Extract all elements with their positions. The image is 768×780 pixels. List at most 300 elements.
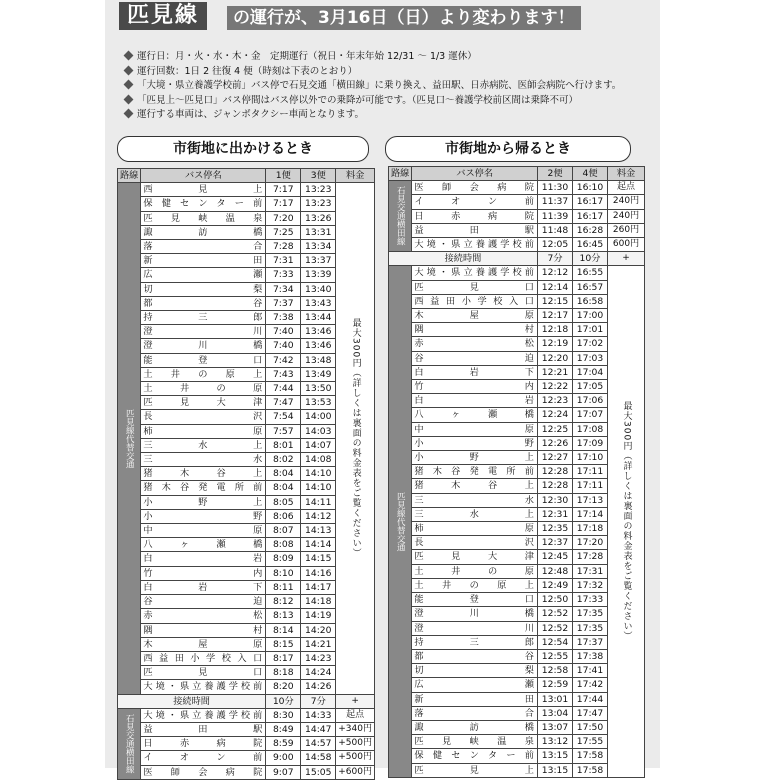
fare-cell: +340円	[336, 722, 375, 736]
departure-time: 17:13	[573, 493, 608, 507]
departure-time: 13:04	[538, 706, 573, 720]
departure-time: 14:10	[301, 481, 336, 495]
table-row	[389, 436, 645, 450]
departure-time: 13:37	[301, 254, 336, 268]
departure-time: 14:58	[301, 751, 336, 765]
stop-name: 木屋原	[141, 637, 266, 651]
departure-time: 15:05	[301, 765, 336, 779]
stop-name: 猪木谷発電所前	[412, 465, 538, 479]
departure-time: 13:34	[301, 240, 336, 254]
departure-time: 17:03	[573, 351, 608, 365]
departure-time: 12:28	[538, 479, 573, 493]
stop-name: 小野上	[412, 451, 538, 465]
departure-time: 8:06	[266, 509, 301, 523]
notice-header	[115, 0, 660, 36]
table-row	[389, 522, 645, 536]
stop-name: 新田	[141, 254, 266, 268]
route-label-yokota: 石見交通横田線	[389, 181, 412, 252]
departure-time: 12:50	[538, 593, 573, 607]
departure-time: 17:11	[573, 479, 608, 493]
stop-name: 広瀬	[141, 268, 266, 282]
inbound-timetable	[388, 166, 645, 778]
stop-name: 大境・県立養護学校前	[412, 238, 538, 252]
note-item	[125, 50, 655, 65]
table-row	[389, 607, 645, 621]
departure-time: 8:08	[266, 538, 301, 552]
fare-cell: 240円	[608, 209, 645, 223]
departure-time: 14:20	[301, 623, 336, 637]
departure-time: 17:04	[573, 365, 608, 379]
table-row	[389, 280, 645, 294]
departure-time: 12:26	[538, 436, 573, 450]
departure-time: 12:37	[538, 536, 573, 550]
stop-name: 匹見峡温泉	[412, 735, 538, 749]
departure-time: 17:07	[573, 408, 608, 422]
note-text: 運行日：月・火・水・木・金 定期運行（祝日・年末年始 12/31 ～ 1/3 運休）	[137, 51, 477, 62]
connection-row	[118, 694, 375, 708]
stop-name: 匹見大津	[412, 550, 538, 564]
connection-label: 接続時間	[118, 694, 266, 708]
departure-time: 8:12	[266, 595, 301, 609]
connection-time: 10分	[573, 252, 608, 266]
stop-name: 猪木谷上	[412, 479, 538, 493]
stop-name: 大境・県立養護学校前	[412, 266, 538, 280]
departure-time: 14:21	[301, 637, 336, 651]
stop-name: 中原	[412, 422, 538, 436]
departure-time: 9:07	[266, 765, 301, 779]
table-row	[389, 692, 645, 706]
departure-time: 13:23	[301, 197, 336, 211]
table-row	[389, 621, 645, 635]
fare-cell: +600円	[336, 765, 375, 779]
stop-name: 澄川橋	[412, 607, 538, 621]
departure-time: 12:20	[538, 351, 573, 365]
departure-time: 16:17	[573, 195, 608, 209]
stop-name: 西益田小学校入口	[141, 651, 266, 665]
table-row	[389, 720, 645, 734]
departure-time: 11:39	[538, 209, 573, 223]
departure-time: 16:58	[573, 294, 608, 308]
departure-time: 12:14	[538, 280, 573, 294]
departure-time: 17:14	[573, 507, 608, 521]
stop-name: 八ヶ瀬橋	[141, 538, 266, 552]
stop-name: 小野上	[141, 495, 266, 509]
departure-time: 7:17	[266, 197, 301, 211]
departure-time: 17:38	[573, 649, 608, 663]
departure-time: 8:15	[266, 637, 301, 651]
departure-time: 12:35	[538, 522, 573, 536]
departure-time: 17:50	[573, 720, 608, 734]
departure-time: 17:58	[573, 763, 608, 777]
table-row	[389, 564, 645, 578]
stop-name: 白岩下	[412, 365, 538, 379]
departure-time: 17:11	[573, 465, 608, 479]
departure-time: 12:45	[538, 550, 573, 564]
note-text: 運行回数：1日 2 往復 4 便（時刻は下表のとおり）	[137, 65, 358, 77]
table-row	[118, 183, 375, 197]
table-header-row	[118, 169, 375, 183]
departure-time: 13:15	[538, 763, 573, 777]
fare-cell: 600円	[608, 238, 645, 252]
departure-time: 13:46	[301, 339, 336, 353]
stop-name: 澄川	[141, 325, 266, 339]
stop-name: 中原	[141, 524, 266, 538]
stop-name: 日赤病院	[412, 209, 538, 223]
departure-time: 17:47	[573, 706, 608, 720]
diamond-bullet-icon	[124, 65, 134, 75]
stop-name: 広瀬	[412, 678, 538, 692]
departure-time: 14:03	[301, 424, 336, 438]
fare-note: 最大300円（詳しくは裏面の料金表をご覧ください）	[608, 266, 645, 777]
outbound-section-title: 市街地に出かけるとき	[117, 136, 369, 162]
departure-time: 12:19	[538, 337, 573, 351]
stop-name: 土井の原	[141, 382, 266, 396]
stop-name: 医師会病院	[141, 765, 266, 779]
connection-label: 接続時間	[389, 252, 538, 266]
stop-name: 白岩	[412, 394, 538, 408]
departure-time: 17:58	[573, 749, 608, 763]
departure-time: 8:01	[266, 438, 301, 452]
stop-name: 土井の原	[412, 564, 538, 578]
departure-time: 8:18	[266, 666, 301, 680]
table-row	[118, 722, 375, 736]
fare-cell: +500円	[336, 737, 375, 751]
departure-time: 13:49	[301, 367, 336, 381]
departure-time: 12:27	[538, 451, 573, 465]
departure-time: 12:28	[538, 465, 573, 479]
stop-name: 土井の原上	[141, 367, 266, 381]
connection-time: 10分	[266, 694, 301, 708]
stop-name: 白岩下	[141, 580, 266, 594]
inbound-section-title: 市街地から帰るとき	[385, 136, 631, 162]
stop-name: 三水	[412, 493, 538, 507]
stop-name: 西見上	[141, 183, 266, 197]
departure-time: 12:22	[538, 380, 573, 394]
departure-time: 14:13	[301, 524, 336, 538]
stop-name: 益田駅	[141, 722, 266, 736]
stop-name: 三水上	[412, 507, 538, 521]
stop-name: 都谷	[141, 296, 266, 310]
connection-fare: +	[608, 252, 645, 266]
table-row	[118, 708, 375, 722]
departure-time: 8:14	[266, 623, 301, 637]
table-row	[389, 337, 645, 351]
table-row	[389, 578, 645, 592]
departure-time: 12:31	[538, 507, 573, 521]
stop-name: イオン前	[141, 751, 266, 765]
connection-row	[389, 252, 645, 266]
departure-time: 13:31	[301, 225, 336, 239]
table-row	[389, 294, 645, 308]
departure-time: 13:15	[538, 749, 573, 763]
stop-name: 赤松	[141, 609, 266, 623]
departure-time: 7:57	[266, 424, 301, 438]
departure-time: 13:46	[301, 325, 336, 339]
stop-name: 三水上	[141, 438, 266, 452]
departure-time: 7:54	[266, 410, 301, 424]
departure-time: 17:32	[573, 578, 608, 592]
departure-time: 7:40	[266, 325, 301, 339]
table-row	[118, 737, 375, 751]
table-row	[389, 365, 645, 379]
departure-time: 13:01	[538, 692, 573, 706]
departure-time: 12:23	[538, 394, 573, 408]
departure-time: 7:44	[266, 382, 301, 396]
stop-name: 保健センター前	[141, 197, 266, 211]
note-text: 運行する車両は、ジャンボタクシー車両となります。	[137, 109, 365, 120]
stop-name: イオン前	[412, 195, 538, 209]
stop-name: 白岩	[141, 552, 266, 566]
stop-name: 土井の原上	[412, 578, 538, 592]
fare-note: 最大300円（詳しくは裏面の料金表をご覧ください）	[336, 183, 375, 694]
table-row	[389, 649, 645, 663]
stop-name: 落合	[412, 706, 538, 720]
table-row	[389, 195, 645, 209]
departure-time: 14:08	[301, 453, 336, 467]
departure-time: 17:02	[573, 337, 608, 351]
table-row	[389, 735, 645, 749]
note-text: 「匹見上～匹見口」バス停間はバス停以外での乗降が可能です。（匹見口～養護学校前区間は乗降不可）	[137, 94, 578, 106]
departure-time: 16:10	[573, 181, 608, 195]
departure-time: 12:52	[538, 607, 573, 621]
table-row	[389, 635, 645, 649]
departure-time: 7:31	[266, 254, 301, 268]
note-text: 「大境・県立養護学校前」バス停で石見交通「横田線」に乗り換え、益田駅、日赤病院、医師会病院へ行けます。	[137, 80, 622, 91]
table-row	[389, 394, 645, 408]
departure-time: 14:26	[301, 680, 336, 694]
stop-name: 医師会病院	[412, 181, 538, 195]
stop-name: 匹見大津	[141, 396, 266, 410]
departure-time: 17:01	[573, 323, 608, 337]
table-row	[389, 706, 645, 720]
stop-name: 大境・県立養護学校前	[141, 708, 266, 722]
departure-time: 14:11	[301, 495, 336, 509]
departure-time: 7:42	[266, 353, 301, 367]
column-header-fare: 料金	[608, 167, 645, 181]
departure-time: 12:25	[538, 422, 573, 436]
departure-time: 14:19	[301, 609, 336, 623]
departure-time: 16:45	[573, 238, 608, 252]
table-row	[389, 465, 645, 479]
departure-time: 14:18	[301, 595, 336, 609]
departure-time: 13:44	[301, 311, 336, 325]
departure-time: 12:15	[538, 294, 573, 308]
departure-time: 14:07	[301, 438, 336, 452]
departure-time: 7:17	[266, 183, 301, 197]
departure-time: 7:33	[266, 268, 301, 282]
table-row	[389, 422, 645, 436]
column-header-route: 路線	[118, 169, 141, 183]
column-header-stop: バス停名	[141, 169, 266, 183]
departure-time: 12:58	[538, 664, 573, 678]
departure-time: 14:17	[301, 580, 336, 594]
departure-time: 17:20	[573, 536, 608, 550]
departure-time: 12:05	[538, 238, 573, 252]
departure-time: 13:53	[301, 396, 336, 410]
departure-time: 12:24	[538, 408, 573, 422]
stop-name: 隅村	[141, 623, 266, 637]
table-row	[389, 209, 645, 223]
departure-time: 7:37	[266, 296, 301, 310]
stop-name: 持三郎	[141, 311, 266, 325]
column-header-fare: 料金	[336, 169, 375, 183]
stop-name: 小野	[412, 436, 538, 450]
table-header-row	[389, 167, 645, 181]
table-row	[389, 309, 645, 323]
stop-name: 匹見上	[412, 763, 538, 777]
table-row	[389, 380, 645, 394]
stop-name: 持三郎	[412, 635, 538, 649]
column-header-trip3: 3便	[301, 169, 336, 183]
stop-name: 木屋原	[412, 309, 538, 323]
departure-time: 13:43	[301, 296, 336, 310]
departure-time: 13:39	[301, 268, 336, 282]
departure-time: 7:28	[266, 240, 301, 254]
stop-name: 長沢	[412, 536, 538, 550]
stop-name: 匹見峡温泉	[141, 211, 266, 225]
fare-cell: 起点	[608, 181, 645, 195]
table-row	[389, 479, 645, 493]
departure-time: 12:48	[538, 564, 573, 578]
departure-time: 12:55	[538, 649, 573, 663]
departure-time: 12:21	[538, 365, 573, 379]
departure-time: 17:44	[573, 692, 608, 706]
departure-time: 13:40	[301, 282, 336, 296]
departure-time: 17:08	[573, 422, 608, 436]
departure-time: 7:38	[266, 311, 301, 325]
table-row	[389, 351, 645, 365]
table-row	[389, 763, 645, 777]
stop-name: 八ヶ瀬橋	[412, 408, 538, 422]
departure-time: 17:33	[573, 593, 608, 607]
stop-name: 西益田小学校入口	[412, 294, 538, 308]
stop-name: 保健センター前	[412, 749, 538, 763]
departure-time: 13:07	[538, 720, 573, 734]
stop-name: 柿原	[412, 522, 538, 536]
departure-time: 16:17	[573, 209, 608, 223]
diamond-bullet-icon	[124, 80, 134, 90]
stop-name: 猪木谷上	[141, 467, 266, 481]
table-row	[389, 536, 645, 550]
departure-time: 17:41	[573, 664, 608, 678]
table-row	[389, 678, 645, 692]
diamond-bullet-icon	[124, 109, 134, 119]
table-row	[118, 751, 375, 765]
table-row	[389, 408, 645, 422]
table-row	[389, 507, 645, 521]
departure-time: 8:11	[266, 580, 301, 594]
table-row	[389, 749, 645, 763]
table-row	[389, 181, 645, 195]
departure-time: 12:12	[538, 266, 573, 280]
stop-name: 澄川橋	[141, 339, 266, 353]
note-item	[125, 94, 655, 109]
departure-time: 8:04	[266, 467, 301, 481]
stop-name: 日赤病院	[141, 737, 266, 751]
departure-time: 8:59	[266, 737, 301, 751]
departure-time: 13:26	[301, 211, 336, 225]
table-row	[389, 266, 645, 280]
departure-time: 12:18	[538, 323, 573, 337]
stop-name: 柿原	[141, 424, 266, 438]
departure-time: 14:14	[301, 538, 336, 552]
departure-time: 17:05	[573, 380, 608, 394]
stop-name: 能登口	[141, 353, 266, 367]
departure-time: 17:10	[573, 451, 608, 465]
departure-time: 17:37	[573, 635, 608, 649]
departure-time: 8:04	[266, 481, 301, 495]
departure-time: 14:47	[301, 722, 336, 736]
departure-time: 17:35	[573, 621, 608, 635]
route-label-hikimi: 匹見線代替交通	[389, 266, 412, 777]
departure-time: 17:55	[573, 735, 608, 749]
stop-name: 小野	[141, 509, 266, 523]
departure-time: 7:43	[266, 367, 301, 381]
departure-time: 17:06	[573, 394, 608, 408]
stop-name: 諏訪橋	[141, 225, 266, 239]
departure-time: 8:02	[266, 453, 301, 467]
stop-name: 竹内	[141, 566, 266, 580]
departure-time: 8:05	[266, 495, 301, 509]
table-row	[389, 550, 645, 564]
departure-time: 17:28	[573, 550, 608, 564]
departure-time: 13:48	[301, 353, 336, 367]
column-header-stop: バス停名	[412, 167, 538, 181]
fare-cell: 240円	[608, 195, 645, 209]
stop-name: 新田	[412, 692, 538, 706]
departure-time: 7:25	[266, 225, 301, 239]
table-row	[389, 493, 645, 507]
departure-time: 17:42	[573, 678, 608, 692]
departure-time: 16:57	[573, 280, 608, 294]
stop-name: 谷迫	[141, 595, 266, 609]
route-label-yokota: 石見交通横田線	[118, 708, 141, 779]
fare-cell: 260円	[608, 223, 645, 237]
departure-time: 8:09	[266, 552, 301, 566]
route-label-hikimi: 匹見線代替交通	[118, 183, 141, 694]
departure-time: 17:31	[573, 564, 608, 578]
departure-time: 12:59	[538, 678, 573, 692]
column-header-trip1: 1便	[266, 169, 301, 183]
column-header-trip2: 2便	[538, 167, 573, 181]
departure-time: 11:37	[538, 195, 573, 209]
departure-time: 12:49	[538, 578, 573, 592]
note-item	[125, 79, 655, 94]
departure-time: 8:17	[266, 651, 301, 665]
connection-time: 7分	[301, 694, 336, 708]
departure-time: 9:00	[266, 751, 301, 765]
stop-name: 猪木谷発電所前	[141, 481, 266, 495]
departure-time: 8:13	[266, 609, 301, 623]
departure-time: 14:24	[301, 666, 336, 680]
departure-time: 11:30	[538, 181, 573, 195]
departure-time: 17:18	[573, 522, 608, 536]
outbound-timetable	[117, 168, 375, 780]
departure-time: 14:57	[301, 737, 336, 751]
notice-paper	[105, 0, 660, 778]
departure-time: 8:07	[266, 524, 301, 538]
stop-name: 隅村	[412, 323, 538, 337]
departure-time: 13:23	[301, 183, 336, 197]
departure-time: 12:30	[538, 493, 573, 507]
note-item	[125, 65, 655, 80]
departure-time: 13:50	[301, 382, 336, 396]
departure-time: 11:48	[538, 223, 573, 237]
departure-time: 12:17	[538, 309, 573, 323]
departure-time: 13:12	[538, 735, 573, 749]
departure-time: 7:47	[266, 396, 301, 410]
departure-time: 14:15	[301, 552, 336, 566]
